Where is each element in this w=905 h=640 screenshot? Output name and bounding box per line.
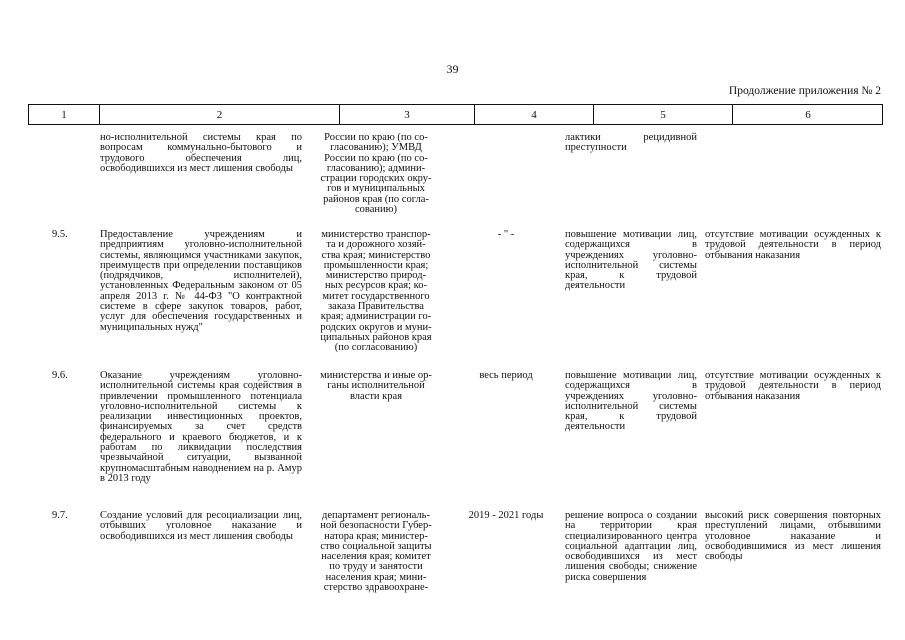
executor-line: ства края; министерство bbox=[321, 249, 431, 261]
executor-line: населения края; комитет bbox=[321, 551, 431, 563]
executor-line: ганы исполнительной bbox=[327, 380, 425, 392]
row-1-executor bbox=[311, 230, 441, 354]
row-3-consequence: высокий риск совершения повторных преступлений лицами, отбывшими уголовное наказание и освободившимися из мест лишения свободы bbox=[705, 510, 881, 563]
row-2-consequence: отсутствие мотивации осужденных к трудовой деятельности в период отбывания наказания bbox=[705, 370, 881, 402]
executor-line: России по краю (по со- bbox=[324, 152, 428, 164]
header-col-3: 3 bbox=[339, 105, 474, 124]
executor-line: промышленности края; bbox=[323, 259, 429, 271]
executor-line: населения края; мини- bbox=[325, 571, 427, 583]
row-3-number: 9.7. bbox=[52, 510, 68, 521]
executor-line: власти края bbox=[349, 390, 403, 402]
page-number: 39 bbox=[446, 62, 459, 76]
executor-line: натора края; министер- bbox=[324, 530, 428, 542]
executor-line: родских округов и муни- bbox=[320, 321, 432, 333]
row-1-activity: Предоставление учреждениям и предприятиям уголовно-исполнительной системы, являющимся участниками закупок, преимуществ при определении поставщиков (подрядчиков, исполнителей), установленных Федеральным законом от 05 апреля 2013 г. № 44-ФЗ "О контрактной системе в сфере закупок товаров, работ, услуг для обеспечения государственных и муниципальных нужд" bbox=[100, 229, 302, 333]
row-2-executor bbox=[311, 371, 441, 402]
executor-line: гласованию); админи- bbox=[326, 162, 426, 174]
row-1-term: - " - bbox=[497, 229, 515, 240]
row-3-activity: Создание условий для ресоциализации лиц, отбывших уголовное наказание и освободившихся из мест лишения свободы bbox=[100, 510, 302, 542]
row-0-activity: но-исполнительной системы края по вопросам коммунально-бытового и трудового обеспечения лиц, освободившихся из мест лишения свободы bbox=[100, 132, 302, 174]
executor-line: министерства и иные ор- bbox=[320, 370, 432, 381]
executor-line: страции городских окру- bbox=[320, 173, 432, 185]
executor-line: ципальных районов края bbox=[320, 331, 432, 343]
row-0-result: лактики рецидивной преступности bbox=[565, 132, 697, 154]
row-2-activity: Оказание учреждениям уголовно-исполнительной системы края содействия в привлечении промышленного потенциала уголовно-исполнительной системы к реализации инвестиционных проектов, финансируемых за счет средств федерального и краевого бюджетов, и к работам по ликвидации последствия чрезвычайной ситуации, вызванной крупномасштабным наводнением на р. Амур в 2013 году bbox=[100, 370, 302, 484]
row-1-number: 9.5. bbox=[52, 229, 68, 240]
row-2-number: 9.6. bbox=[52, 370, 68, 381]
executor-line: ных ресурсов края; ко- bbox=[325, 280, 427, 292]
executor-line: министерство транспор- bbox=[321, 229, 431, 240]
executor-line: заказа Правительства bbox=[328, 301, 424, 313]
row-2-result: повышение мотивации лиц, содержащихся в учреждениях уголовно-исполнительной системы края, к трудовой деятельности bbox=[565, 370, 697, 433]
header-col-5: 5 bbox=[593, 105, 732, 124]
executor-line: министерство природ- bbox=[325, 270, 427, 282]
executor-line: районов края (по согла- bbox=[323, 193, 429, 205]
row-2-term: весь период bbox=[479, 370, 533, 381]
executor-line: по труду и занятости bbox=[329, 561, 423, 573]
executor-line: (по согласованию) bbox=[334, 342, 418, 354]
header-col-1: 1 bbox=[61, 108, 67, 121]
executor-line: гласованию); УМВД bbox=[330, 142, 422, 154]
header-col-6: 6 bbox=[732, 105, 883, 124]
executor-line: сованию) bbox=[355, 204, 397, 216]
executor-line: России по краю (по со- bbox=[324, 132, 428, 143]
executor-line: департамент региональ- bbox=[322, 510, 430, 521]
executor-line: гов и муниципальных bbox=[327, 183, 425, 195]
executor-line: края; администрации го- bbox=[320, 311, 432, 323]
executor-line: ной безопасности Губер- bbox=[320, 520, 432, 532]
continuation-note: Продолжение приложения № 2 bbox=[728, 85, 881, 97]
row-3-term: 2019 - 2021 годы bbox=[468, 510, 544, 521]
executor-line: стерство здравоохране- bbox=[323, 582, 429, 594]
row-1-result: повышение мотивации лиц, содержащихся в учреждениях уголовно-исполнительной системы края, к трудовой деятельности bbox=[565, 229, 697, 292]
row-1-consequence: отсутствие мотивации осужденных к трудовой деятельности в период отбывания наказания bbox=[705, 229, 881, 261]
executor-line: та и дорожного хозяй- bbox=[326, 239, 426, 251]
header-col-2: 2 bbox=[99, 105, 339, 124]
table-header-row bbox=[28, 104, 883, 125]
executor-line: митет государственного bbox=[322, 290, 430, 302]
header-col-4: 4 bbox=[474, 105, 593, 124]
row-3-result: решение вопроса о создании на территории края специализированного центра социальной адаптации лиц, освободившихся из мест лишения свободы; снижение риска совершения bbox=[565, 510, 697, 583]
row-0-executor bbox=[311, 133, 441, 215]
executor-line: ство социальной защиты bbox=[320, 540, 432, 552]
row-3-executor bbox=[311, 511, 441, 593]
